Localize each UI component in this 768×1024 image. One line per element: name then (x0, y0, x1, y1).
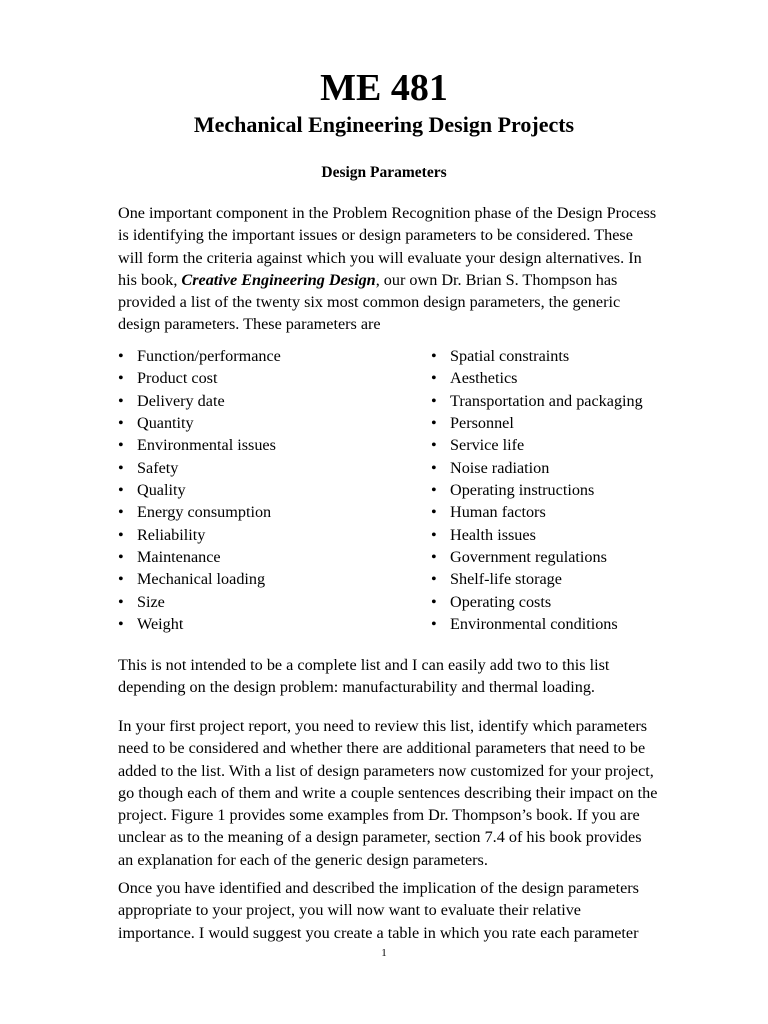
section-heading: Design Parameters (321, 164, 447, 181)
bullet-icon: • (431, 525, 437, 544)
list-item (118, 434, 281, 456)
list-item-text: Product cost (137, 369, 218, 388)
bullet-icon: • (118, 391, 124, 410)
list-item-text: Personnel (450, 414, 514, 433)
list-item (118, 591, 281, 613)
bullet-icon: • (118, 503, 124, 522)
list-item (431, 568, 643, 590)
page-number: 1 (381, 947, 387, 959)
bullet-icon: • (431, 347, 437, 365)
list-item-text: Delivery date (137, 391, 225, 410)
list-item (431, 434, 643, 456)
bullet-icon: • (118, 592, 124, 611)
text-line: will form the criteria against which you will evaluate your design alternatives. In (118, 248, 642, 267)
parameter-list-left (118, 345, 281, 635)
text-line: depending on the design problem: manufacturability and thermal loading. (118, 678, 595, 697)
text-line: importance. I would suggest you create a table in which you rate each parameter (118, 923, 639, 942)
bullet-icon: • (431, 503, 437, 522)
text-line: project. Figure 1 provides some examples from Dr. Thompson’s book. If you are (118, 806, 640, 825)
list-item (431, 457, 643, 479)
document-title: ME 481 (320, 67, 448, 109)
list-item-text: Health issues (450, 525, 536, 544)
list-item (118, 390, 281, 412)
bullet-icon: • (118, 436, 124, 455)
list-item-text: Quality (137, 481, 186, 500)
list-item-text: Maintenance (137, 548, 221, 567)
list-item-text: Quantity (137, 414, 194, 433)
bullet-icon: • (431, 391, 437, 410)
list-item (118, 568, 281, 590)
bullet-icon: • (431, 436, 437, 455)
bullet-icon: • (118, 615, 124, 634)
list-item (431, 613, 643, 635)
bullet-icon: • (431, 548, 437, 567)
bullet-icon: • (118, 414, 124, 433)
list-item-text: Noise radiation (450, 458, 550, 477)
bullet-icon: • (431, 414, 437, 433)
text-line: go though each of them and write a couple sentences describing their impact on the (118, 783, 658, 802)
list-item (118, 501, 281, 523)
bullet-icon: • (118, 369, 124, 388)
list-item (118, 345, 281, 367)
list-item (118, 479, 281, 501)
bullet-icon: • (431, 592, 437, 611)
list-item-text: Government regulations (450, 548, 607, 567)
list-item-text: Size (137, 592, 165, 611)
list-item-text: Aesthetics (450, 369, 518, 388)
list-item (431, 367, 643, 389)
list-item (118, 546, 281, 568)
bullet-icon: • (118, 481, 124, 500)
list-item-text: Reliability (137, 525, 206, 544)
list-item-text: Operating costs (450, 592, 552, 611)
book-title: Creative Engineering Design (181, 270, 376, 289)
list-item-text: Transportation and packaging (450, 391, 643, 410)
text-line: need to be considered and whether there are additional parameters that need to be (118, 739, 646, 758)
list-item-text: Service life (450, 436, 525, 455)
list-item (431, 345, 643, 367)
list-item (118, 457, 281, 479)
text-segment: his book, (118, 270, 182, 289)
list-item (118, 613, 281, 635)
bullet-icon: • (431, 369, 437, 388)
text-line: In your first project report, you need to review this list, identify which parameters (118, 717, 648, 735)
text-line: unclear as to the meaning of a design parameter, section 7.4 of his book provides (118, 828, 642, 847)
text-line: an explanation for each of the generic design parameters. (118, 850, 488, 869)
list-item (431, 412, 643, 434)
list-item (431, 524, 643, 546)
list-item-text: Function/performance (137, 347, 281, 365)
list-item-text: Weight (137, 615, 184, 634)
paragraph-4 (118, 877, 639, 944)
text-line: appropriate to your project, you will now want to evaluate their relative (118, 901, 581, 920)
list-item (118, 367, 281, 389)
text-line: This is not intended to be a complete list and I can easily add two to this list (118, 656, 610, 674)
list-item-text: Environmental conditions (450, 615, 618, 634)
paragraph-3 (118, 715, 657, 871)
list-item (431, 591, 643, 613)
bullet-icon: • (431, 458, 437, 477)
bullet-icon: • (431, 570, 437, 589)
list-item (431, 501, 643, 523)
list-item-text: Human factors (450, 503, 546, 522)
text-segment: , our own Dr. Brian S. Thompson has (375, 270, 618, 289)
list-item (431, 479, 643, 501)
bullet-icon: • (118, 570, 124, 589)
bullet-icon: • (118, 548, 124, 567)
bullet-icon: • (431, 615, 437, 634)
intro-paragraph (118, 202, 656, 336)
text-line: design parameters. These parameters are (118, 315, 381, 334)
list-item (431, 390, 643, 412)
paragraph-2 (118, 654, 609, 699)
list-item-text: Energy consumption (137, 503, 272, 522)
list-item-text: Operating instructions (450, 481, 595, 500)
bullet-icon: • (118, 525, 124, 544)
list-item-text: Shelf-life storage (450, 570, 562, 589)
bullet-icon: • (118, 458, 124, 477)
list-item-text: Environmental issues (137, 436, 276, 455)
list-item-text: Spatial constraints (450, 347, 570, 365)
list-item (118, 524, 281, 546)
text-line (118, 269, 656, 291)
bullet-icon: • (118, 347, 124, 365)
text-line: One important component in the Problem Recognition phase of the Design Process (118, 204, 657, 222)
list-item-text: Safety (137, 458, 179, 477)
text-line: provided a list of the twenty six most common design parameters, the generic (118, 293, 621, 312)
document-subtitle: Mechanical Engineering Design Projects (193, 112, 575, 137)
list-item (431, 546, 643, 568)
bullet-icon: • (431, 481, 437, 500)
list-item-text: Mechanical loading (137, 570, 266, 589)
parameter-list-right (431, 345, 643, 635)
list-item (118, 412, 281, 434)
text-line: is identifying the important issues or design parameters to be considered. These (118, 226, 633, 245)
text-line: Once you have identified and described the implication of the design parameters (118, 879, 639, 897)
text-line: added to the list. With a list of design parameters now customized for your project, (118, 761, 654, 780)
